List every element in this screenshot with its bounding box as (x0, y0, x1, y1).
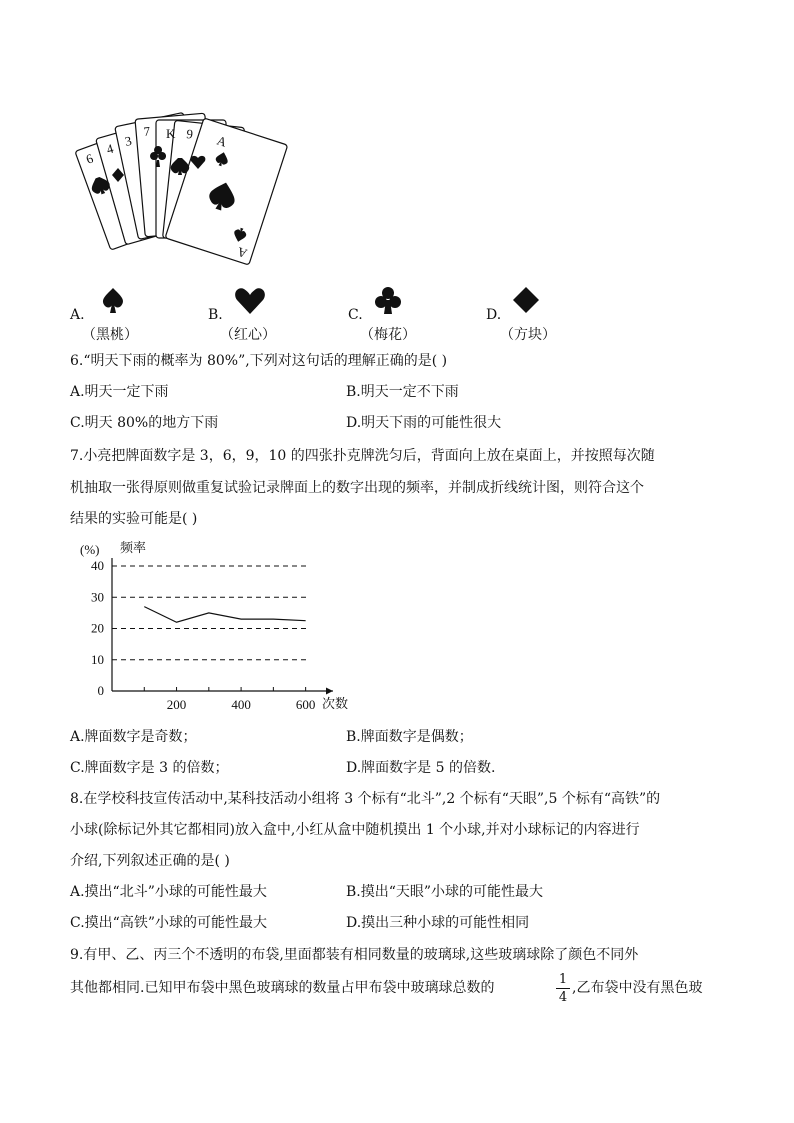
x-tick-label: 600 (295, 697, 316, 712)
q6-stem: 6.“明天下雨的概率为 80%”,下列对这句话的理解正确的是( ) (70, 353, 448, 369)
q7-stem-line: 机抽取一张得原则做重复试验记录牌面上的数字出现的频率，并制成折线统计图，则符合这个 (70, 480, 644, 496)
q8-option-d: D.摸出三种小球的可能性相同 (346, 915, 530, 931)
y-unit-label: (%) (80, 542, 100, 557)
q8-option-c: C.摸出“高铁”小球的可能性最大 (70, 915, 267, 931)
y-tick-label: 0 (97, 683, 104, 698)
option-caption: （梅花） (360, 327, 416, 343)
playing-cards-figure (70, 100, 300, 280)
y-axis-title: 频率 (120, 540, 147, 555)
x-axis-title: 次数 (322, 696, 349, 711)
fraction-one-quarter (556, 972, 570, 1005)
q9-line (70, 978, 494, 998)
diamond-icon (512, 286, 540, 314)
option-b (208, 283, 298, 343)
card-rank-inverted: A (235, 244, 249, 262)
q8-option-a: A.摸出“北斗”小球的可能性最大 (70, 884, 267, 900)
q8-stem-line: 小球(除标记外其它都相同)放入盒中,小红从盒中随机摸出 1 个小球,并对小球标记的内容进行 (70, 822, 640, 838)
y-tick-label: 20 (91, 620, 104, 636)
q9-line: 9.有甲、乙、丙三个不透明的布袋,里面都装有相同数量的玻璃球,这些玻璃球除了颜色不同外 (70, 947, 639, 963)
heart-icon (234, 286, 266, 316)
q8-option-b: B.摸出“天眼”小球的可能性最大 (346, 884, 544, 900)
q7-option-b: B.牌面数字是偶数； (346, 729, 473, 745)
club-icon (374, 286, 402, 316)
q7-option-a: A.牌面数字是奇数； (70, 729, 197, 745)
option-letter: B. (208, 307, 223, 323)
q8-stem-line: 8.在学校科技宣传活动中,某科技活动小组将 3 个标有“北斗”,2 个标有“天眼”,5 个标有“高铁”的 (70, 791, 661, 807)
x-axis-arrow (326, 688, 333, 695)
card-rank: 9 (185, 126, 194, 142)
q6-option-a: A.明天一定下雨 (70, 384, 169, 400)
option-letter: C. (348, 307, 363, 323)
option-letter: A. (70, 307, 85, 323)
option-letter: D. (486, 307, 502, 323)
option-c (348, 283, 438, 343)
q9-text-before-fraction: 其他都相同.已知甲布袋中黑色玻璃球的数量占甲布袋中玻璃球总数的 (70, 980, 495, 996)
q6-option-d: D.明天下雨的可能性很大 (346, 415, 502, 431)
card-rank: 3 (123, 132, 133, 149)
x-tick-label: 400 (231, 697, 251, 712)
option-caption: （方块） (500, 327, 556, 343)
y-tick-label: 10 (91, 651, 104, 667)
option-a (70, 283, 160, 343)
q7-stem-line: 结果的实验可能是( ) (70, 511, 198, 527)
card-rank: A (215, 132, 229, 150)
q6-option-c: C.明天 80%的地方下雨 (70, 415, 219, 431)
q7-option-c: C.牌面数字是 3 的倍数； (70, 760, 229, 776)
card-rank: 7 (142, 123, 151, 139)
y-tick-label: 30 (91, 589, 104, 605)
fraction-numerator: 1 (558, 972, 568, 987)
fraction-denominator: 4 (558, 990, 568, 1005)
q7-stem-line: 7.小亮把牌面数字是 3，6，9，10 的四张扑克牌洗匀后，背面向上放在桌面上，并按照每次随 (70, 448, 655, 464)
x-tick-label: 200 (166, 697, 187, 712)
q9-text-after-fraction: ,乙布袋中没有黑色玻 (572, 980, 703, 996)
option-d (486, 283, 576, 343)
card-rank: 6 (83, 150, 96, 167)
q8-stem-line: 介绍,下列叙述正确的是( ) (70, 853, 230, 869)
card-rank: 4 (104, 140, 116, 157)
frequency-line-chart (70, 536, 370, 716)
card-rank: K (166, 126, 176, 141)
fraction-bar (556, 988, 570, 989)
option-caption: （黑桃） (82, 327, 138, 343)
y-tick-label: 40 (91, 558, 104, 573)
q6-option-b: B.明天一定不下雨 (346, 384, 459, 400)
q7-option-d: D.牌面数字是 5 的倍数. (346, 760, 496, 776)
option-caption: （红心） (220, 327, 276, 343)
frequency-series-line (144, 607, 305, 623)
spade-icon (100, 286, 126, 316)
